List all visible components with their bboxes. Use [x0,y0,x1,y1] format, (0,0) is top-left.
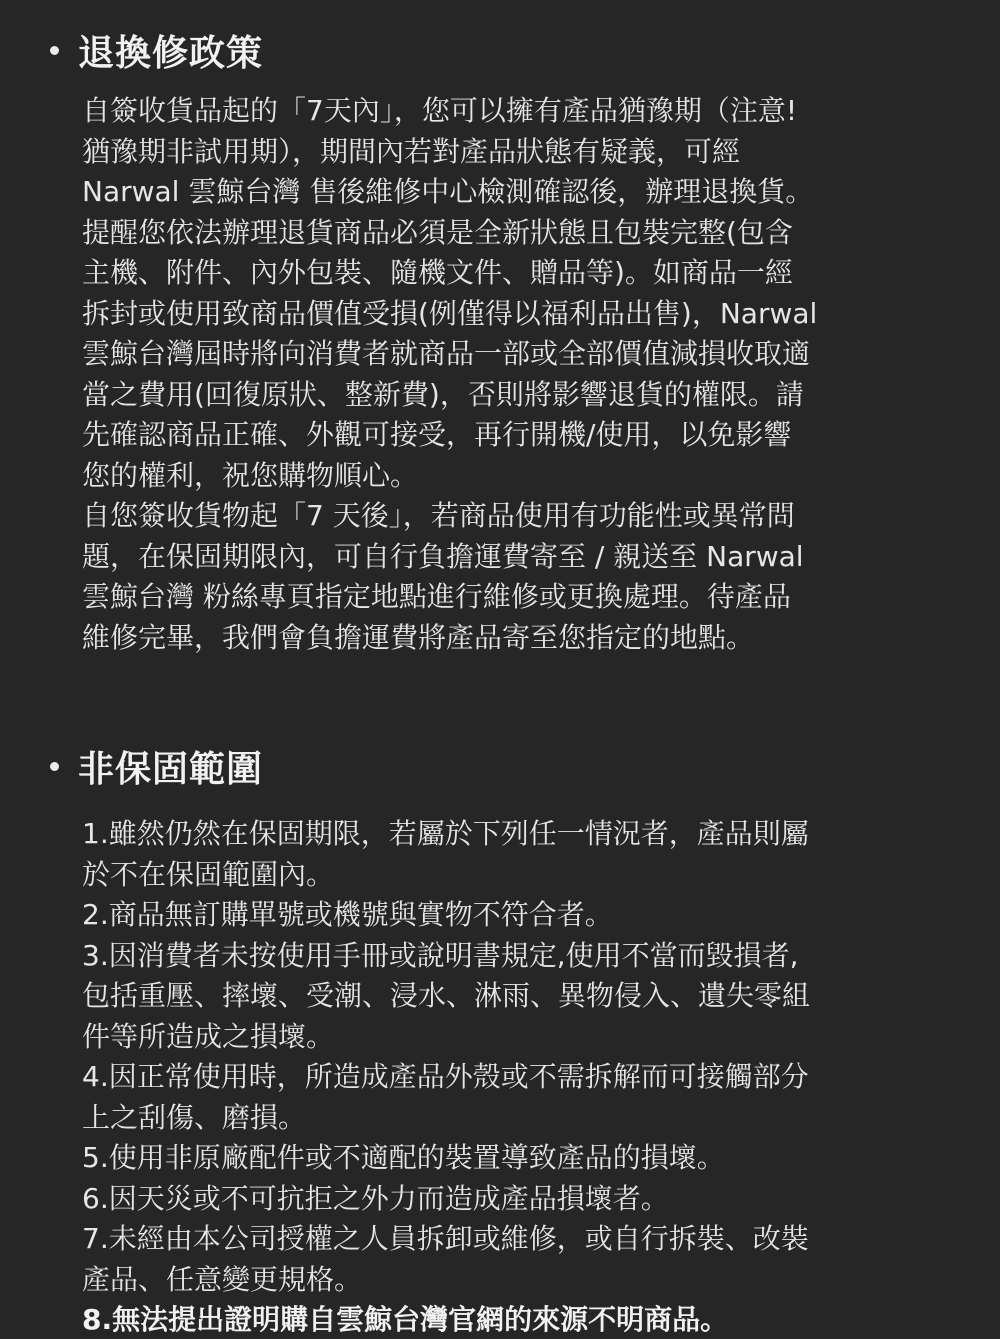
exclusion-line: 4.因正常使用時，所造成產品外殼或不需拆解而可接觸部分 [82,1060,809,1093]
warranty-exclusions-body [82,814,927,1339]
policy-line: 拆封或使用致商品價值受損(例僅得以福利品出售)，Narwal [82,296,818,330]
bullet-icon [50,46,59,55]
policy-line: 您的權利，祝您購物順心。 [82,458,419,492]
policy-line: 主機、附件、內外包裝、隨機文件、贈品等)。如商品一經 [82,256,793,289]
exclusion-line: 包括重壓、摔壞、受潮、浸水、淋雨、異物侵入、遺失零組 [82,979,811,1012]
policy-line: 雲鯨台灣 粉絲專頁指定地點進行維修或更換處理。待產品 [82,580,791,613]
warranty-exclusions-heading [50,740,1000,792]
exclusion-line: 3.因消費者未按使用手冊或說明書規定,使用不當而毀損者, [82,938,799,972]
policy-line: 猶豫期非試用期），期間內若對產品狀態有疑義，可經 [82,134,741,168]
exclusion-line: 7.未經由本公司授權之人員拆卸或維修，或自行拆裝、改裝 [82,1222,809,1255]
exclusion-line: 件等所造成之損壞。 [82,1019,335,1053]
exclusion-line: 2.商品無訂購單號或機號與實物不符合者。 [82,898,613,931]
exclusion-line: 產品、任意變更規格。 [82,1262,363,1296]
policy-line: 雲鯨台灣屆時將向消費者就商品一部或全部價值減損收取適 [82,337,811,370]
policy-line: 當之費用(回復原狀、整新費)，否則將影響退貨的權限。請 [82,377,804,411]
exclusion-line: 8.無法提出證明購自雲鯨台灣官網的來源不明商品。 [82,1303,729,1336]
warranty-exclusions-section [0,740,1000,1339]
policy-line: 維修完畢，我們會負擔運費將產品寄至您指定的地點。 [82,620,755,654]
policy-line: Narwal 雲鯨台灣 售後維修中心檢測確認後，辦理退換貨。 [82,175,814,208]
policy-line: 自簽收貨品起的「7天內」，您可以擁有產品猶豫期（注意! [82,94,798,127]
return-policy-heading [50,24,1000,76]
return-policy-title: 退換修政策 [78,32,264,74]
exclusion-line: 於不在保固範圍內。 [82,857,335,891]
warranty-exclusions-title: 非保固範圍 [78,748,264,790]
bullet-icon [50,762,59,771]
policy-line: 先確認商品正確、外觀可接受，再行開機/使用，以免影響 [82,418,792,451]
return-policy-body [82,91,927,658]
exclusion-line: 6.因天災或不可抗拒之外力而造成產品損壞者。 [82,1181,669,1215]
exclusion-line: 1.雖然仍然在保固期限，若屬於下列任一情況者，產品則屬 [82,817,809,850]
policy-line: 自您簽收貨物起「7 天後」，若商品使用有功能性或異常問 [82,499,795,532]
exclusion-line: 5.使用非原廠配件或不適配的裝置導致產品的損壞。 [82,1141,725,1174]
exclusion-line: 上之刮傷、磨損。 [82,1100,307,1134]
return-policy-section [0,24,1000,658]
policy-line: 提醒您依法辦理退貨商品必須是全新狀態且包裝完整(包含 [82,215,793,249]
policy-line: 題，在保固期限內，可自行負擔運費寄至 / 親送至 Narwal [82,539,804,573]
